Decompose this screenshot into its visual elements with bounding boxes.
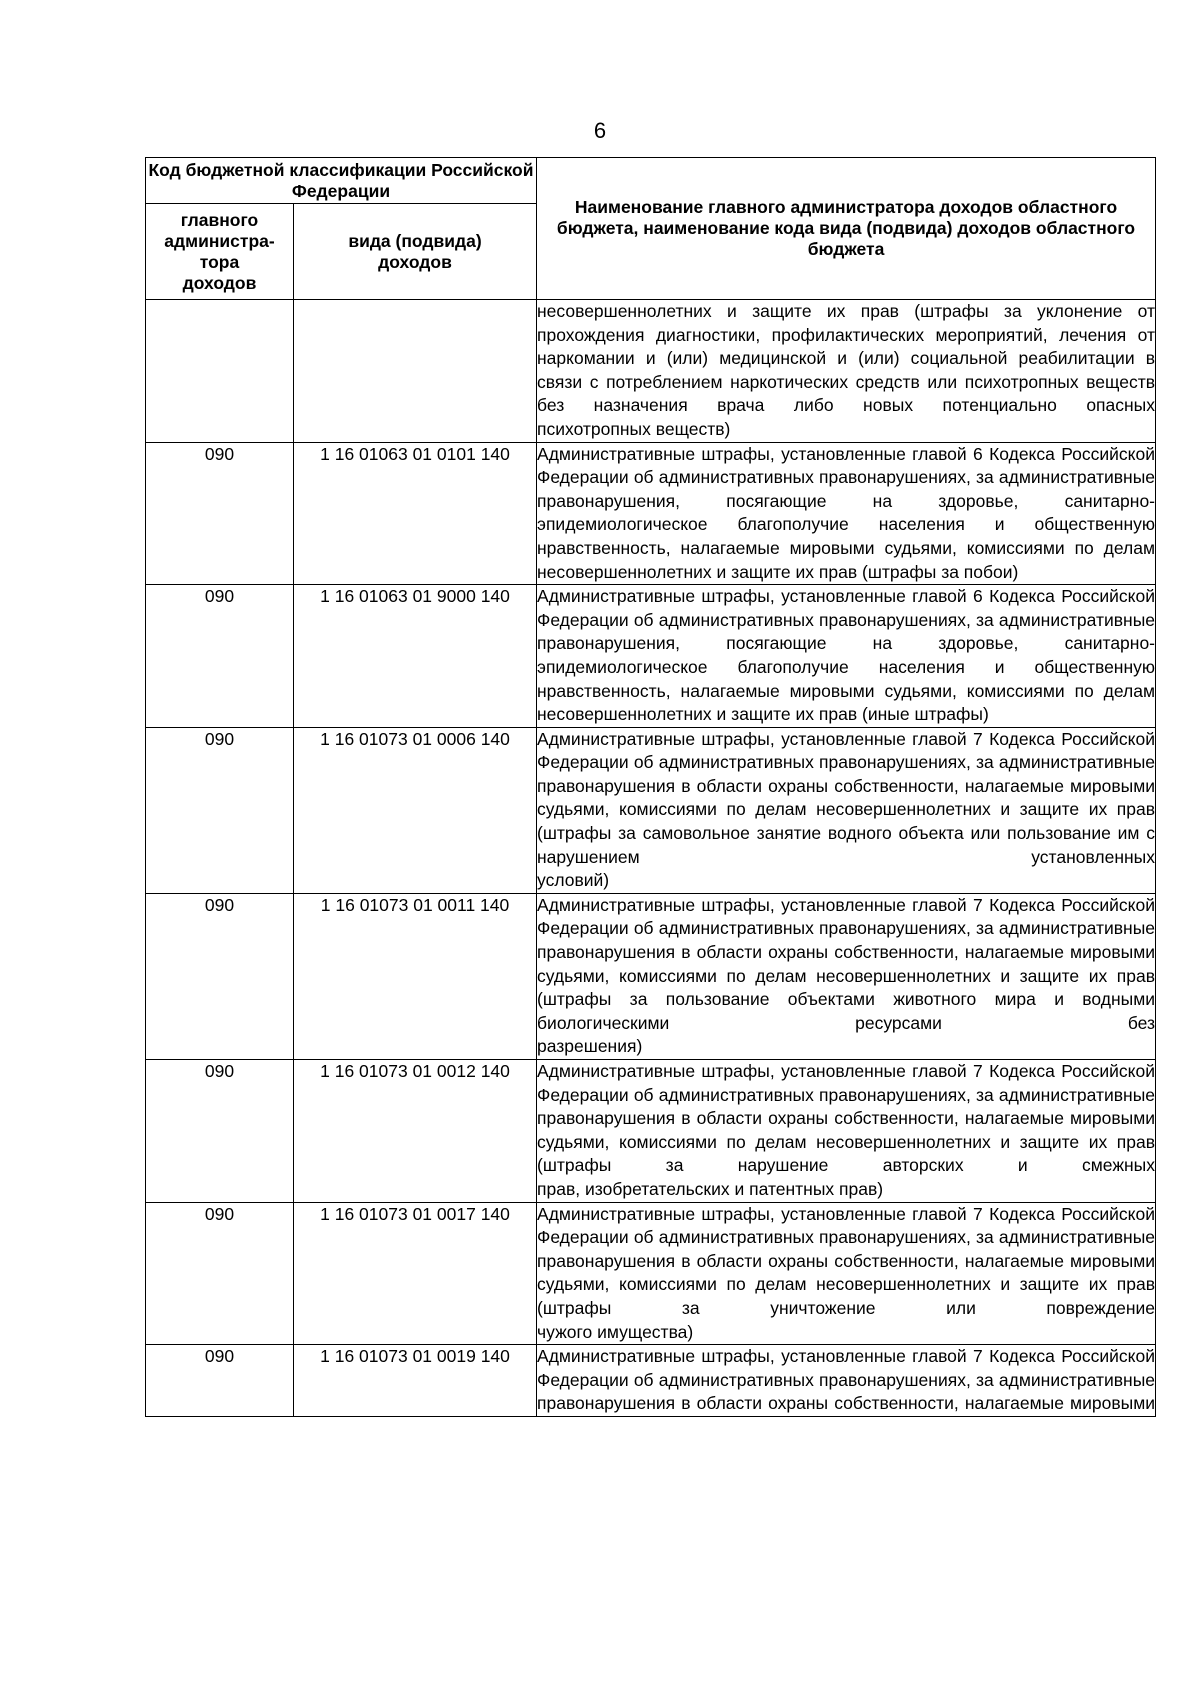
- header-group-title: Код бюджетной классификации Российской Федерации: [146, 158, 537, 204]
- income-code-cell: 1 16 01073 01 0019 140: [294, 1345, 537, 1417]
- table-row: [146, 1345, 1156, 1417]
- description-cell: [537, 893, 1156, 1059]
- description-cell: [537, 1202, 1156, 1345]
- description-cell: [537, 1060, 1156, 1203]
- table-row: [146, 1060, 1156, 1203]
- table-body: [146, 300, 1156, 1417]
- admin-code-cell: 090: [146, 1202, 294, 1345]
- page-number: 6: [593, 118, 607, 143]
- budget-classification-table: [145, 157, 1156, 1417]
- income-code-cell: [294, 300, 537, 443]
- description-cell: [537, 442, 1156, 585]
- table-row: [146, 585, 1156, 728]
- table-row: [146, 300, 1156, 443]
- description-last-line: чужого имущества): [537, 1321, 694, 1342]
- admin-code-cell: 090: [146, 442, 294, 585]
- description-text: Административные штрафы, установленные главой 7 Кодекса Российской Федерации об административных правонарушениях, за административные правонарушения в области охраны собственности, налагаемые мировыми судьями, комиссиями по делам несовершеннолетних и защите их прав (штрафы за пользование объектами животного мира и водными биологическими ресурсами без: [537, 894, 1156, 1033]
- income-code-cell: 1 16 01073 01 0006 140: [294, 727, 537, 893]
- admin-code-cell: 090: [146, 893, 294, 1059]
- header-col-code: [294, 204, 537, 300]
- description-cell: [537, 1345, 1156, 1417]
- description-cell: [537, 727, 1156, 893]
- table-row: [146, 442, 1156, 585]
- description-text: Административные штрафы, установленные главой 6 Кодекса Российской Федерации об административных правонарушениях, за административные правонарушения, посягающие на здоровье, санитарно-эпидемиологическое благополучие населения и общественную нравственность, налагаемые мировыми судьями, комиссиями по делам: [537, 586, 1156, 701]
- income-code-cell: 1 16 01063 01 9000 140: [294, 585, 537, 728]
- table-row: [146, 727, 1156, 893]
- income-code-cell: 1 16 01073 01 0012 140: [294, 1060, 537, 1203]
- description-last-line: прав, изобретательских и патентных прав): [537, 1178, 884, 1199]
- income-code-cell: 1 16 01073 01 0011 140: [294, 893, 537, 1059]
- header-col-name: [537, 158, 1156, 300]
- description-last-line: несовершеннолетних и защите их прав (иные штрафы): [537, 704, 989, 725]
- header-col-admin-text: главного администра-тора доходов: [164, 209, 275, 293]
- description-cell: [537, 300, 1156, 443]
- description-text: Административные штрафы, установленные главой 7 Кодекса Российской Федерации об административных правонарушениях, за административные правонарушения в области охраны собственности, налагаемые мировыми судьями, комиссиями по делам несовершеннолетних и защите их прав (штрафы за самовольное занятие водного объекта или пользование им с нарушением установленных: [537, 728, 1156, 867]
- table-row: [146, 1202, 1156, 1345]
- income-code-cell: 1 16 01073 01 0017 140: [294, 1202, 537, 1345]
- header-col-code-text: вида (подвида) доходов: [348, 230, 482, 272]
- description-last-line: разрешения): [537, 1036, 643, 1057]
- header-col-admin: [146, 204, 294, 300]
- description-text: Административные штрафы, установленные главой 6 Кодекса Российской Федерации об административных правонарушениях, за административные правонарушения, посягающие на здоровье, санитарно-эпидемиологическое благополучие населения и общественную нравственность, налагаемые мировыми судьями, комиссиями по делам: [537, 443, 1156, 558]
- table-header: [146, 158, 1156, 300]
- admin-code-cell: 090: [146, 1060, 294, 1203]
- description-text: Административные штрафы, установленные главой 7 Кодекса Российской Федерации об административных правонарушениях, за административные правонарушения в области охраны собственности, налагаемые мировыми: [537, 1346, 1156, 1414]
- description-text: несовершеннолетних и защите их прав (штрафы за уклонение от прохождения диагностики, профилактических мероприятий, лечения от наркомании и (или) медицинской и (или) социальной реабилитации в связи с потреблением наркотических средств или психотропных веществ без назначения врача либо новых потенциально опасных: [537, 301, 1156, 416]
- admin-code-cell: 090: [146, 1345, 294, 1417]
- income-code-cell: 1 16 01063 01 0101 140: [294, 442, 537, 585]
- table-row: [146, 893, 1156, 1059]
- admin-code-cell: 090: [146, 585, 294, 728]
- description-last-line: условий): [537, 870, 610, 891]
- description-last-line: психотропных веществ): [537, 418, 731, 439]
- description-last-line: несовершеннолетних и защите их прав (штрафы за побои): [537, 561, 1019, 582]
- description-text: Административные штрафы, установленные главой 7 Кодекса Российской Федерации об административных правонарушениях, за административные правонарушения в области охраны собственности, налагаемые мировыми судьями, комиссиями по делам несовершеннолетних и защите их прав (штрафы за уничтожение или повреждение: [537, 1203, 1156, 1318]
- admin-code-cell: [146, 300, 294, 443]
- admin-code-cell: 090: [146, 727, 294, 893]
- header-col-name-text: Наименование главного администратора доходов областного бюджета, наименование кода вида (подвида) доходов областного бюджета: [556, 197, 1136, 259]
- description-cell: [537, 585, 1156, 728]
- description-text: Административные штрафы, установленные главой 7 Кодекса Российской Федерации об административных правонарушениях, за административные правонарушения в области охраны собственности, налагаемые мировыми судьями, комиссиями по делам несовершеннолетних и защите их прав (штрафы за нарушение авторских и смежных: [537, 1061, 1156, 1176]
